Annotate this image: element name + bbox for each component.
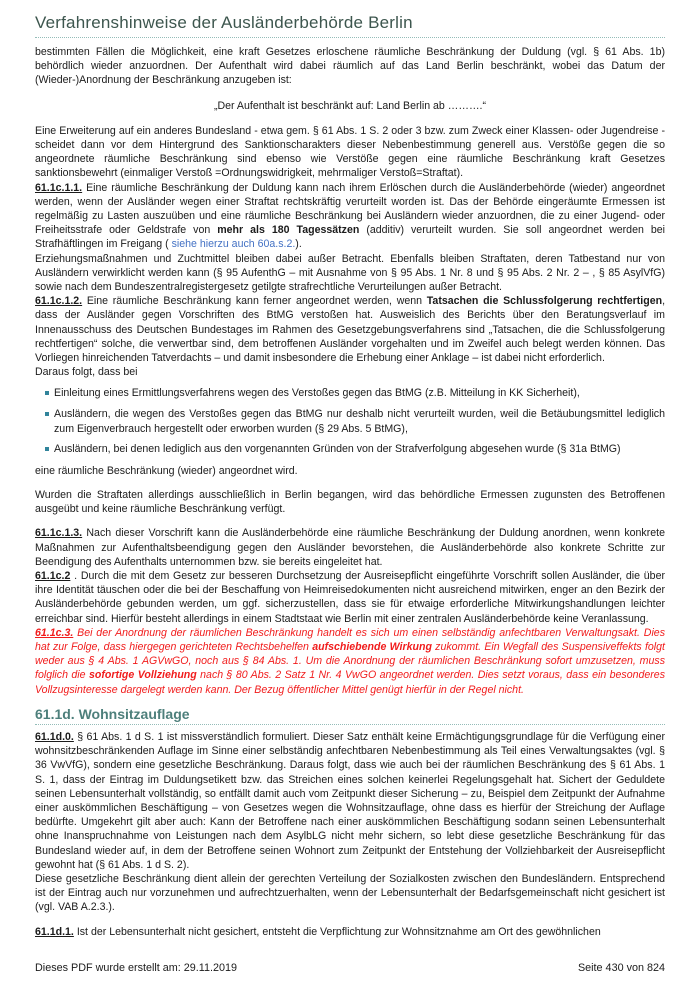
quote-line [35,99,665,113]
paragraph-erweiterung [35,124,665,181]
section-61-1c-1-1 [35,181,665,252]
body-text: (additiv) verurteilt wurden. Sie soll angeordnet werden bei Strafhäftlingen im Freigang ( [35,224,665,251]
section-61-1c-1-3 [35,526,665,569]
section-ref: 61.1d.0. [35,730,74,743]
list-item [45,442,665,457]
link-60a-s-2[interactable]: siehe hierzu auch 60a.s.2. [171,238,296,251]
list-item-text: Ausländern, die wegen des Verstoßes gegen das BtMG nur deshalb nicht verurteilt wurden, weil die Betäubungsmittel lediglich zum Eigenverbrauch hergestellt oder erworben wurden (§ 29 Abs. 5 BtMG), [54,408,665,435]
body-text: Bei der Anordnung der räumlichen Beschränkung handelt es sich um einen selbständig anfechtbaren Verwaltungsakt. Dies hat zur Folge, dass hiergegen gerichteten Rechtsbehelfen [35,626,665,654]
body-text: zukommt. Ein Wegfall des Suspensiveffekts folgt weder aus § 4 Abs. 1 AGVwGO, noch aus § 84 Abs. 1. Um die Anordnung der räumlichen Beschränkung sofort umzusetzen, muss folglich die [35,641,665,682]
section-ref: 61.1c.3. [35,626,74,639]
body-text: Diese gesetzliche Beschränkung dient allein der gerechten Verteilung der Sozialkosten zwischen den Bundesländern. Entsprechend ist der Eintrag auch nur vorzunehmen und aufrechtzuerhalten, wenn der Lebensunterhalt der Bedarfsgemeinschaft nicht gesichert ist (vgl. VAB A.2.3.). [35,872,665,914]
bold-text: mehr als 180 Tagessätzen [217,224,360,237]
list-item-text: Einleitung eines Ermittlungsverfahrens wegen des Verstoßes gegen das BtMG (z.B. Mitteilung in KK Sicherheit), [54,387,580,400]
paragraph-erziehungsmassnahmen [35,252,665,295]
section-ref: 61.1c.1.3. [35,527,83,540]
body-text: Ist der Lebensunterhalt nicht gesichert, entsteht die Verpflichtung zur Wohnsitznahme am Ort des gewöhnlichen [73,925,601,938]
list-item-text: Ausländern, bei denen lediglich aus den vorgenannten Gründen von der Strafverfolgung abgesehen wurde (§ 31a BtMG) [54,443,621,456]
body-text: nach § 80 Abs. 2 Satz 1 Nr. 4 VwGO angeordnet werden. Dies setzt voraus, dass ein besonderes Vollzugsinteresse dargelegt werden kann. Der Bezug öffentlicher Mittel genügt hierfür in der Regel nicht. [35,669,665,696]
body-text: § 61 Abs. 1 d S. 1 ist missverständlich formuliert. Dieser Satz enthält keine Ermächtigungsgrundlage für die Verfügung einer wohnsitzbeschränkenden Auflage im Sinne einer selbständig anfechtbaren Nebenbestimmung als Teil eines Verwaltungsaktes (vgl. § 36 VwVfG), sondern eine gesetzliche Beschränkung. Daraus folgt, dass wie auch bei der räumlichen Beschränkung des § 61 Abs. 1 S. 1, dass der Eintrag im Duldungsetikett bzw. das Streichen eines solchen keinerlei Regelungsgehalt hat. Sichert der Geduldete seinen Lebensunterhalt vollständig, so entfällt damit auch vom Zeitpunkt dieser Sicherung – zu, Beispiel dem Zeitpunkt der Aufnahme einer auskömmlichen Beschäftigung – von Gesetzes wegen die Wohnsitzauflage, ohne dass es hierfür der Streichung der Auflage bedürfte. Umgekehrt gilt aber auch: Kann der Betroffene nach einer auskömmlichen Beschäftigung sodann seinen Lebensunterhalt ohne Inanspruchnahme von Leistungen nach dem AsylbLG nicht mehr sichern, so lebt diese gesetzliche Beschränkung für das Bundesland wieder auf, in dem der Betroffene seinen Wohnort zum Zeitpunkt der Entstehung der Vollziehbarkeit der Ausreisepflicht gewohnt hat (§ 61 Abs. 1 d S. 2). [35,730,665,871]
body-text: ). [295,238,302,251]
quote-text: „Der Aufenthalt ist beschränkt auf: Land Berlin ab ……….“ [213,99,487,112]
section-61-1d-0 [35,730,665,872]
bold-text: Tatsachen die Schlussfolgerung rechtfertigen [426,295,663,308]
title-divider [35,36,665,38]
paragraph-berlin-straftaten [35,488,665,516]
paragraph-daraus-folgt [35,365,665,379]
section-ref: 61.1c.1.2. [35,295,83,308]
body-text: Nach dieser Vorschrift kann die Ausländerbehörde eine räumliche Beschränkung der Duldung anordnen, wenn konkrete Maßnahmen zur Aufenthaltsbeendigung gegen den Ausländer bevorstehen, die Ausländerbehörde also konkrete Schritte zur Beendigung des Aufenthalts unternommen bzw. sie bereits eingeleitet hat. [35,527,665,568]
body-text: . Durch die mit dem Gesetz zur besseren Durchsetzung der Ausreisepflicht eingeführte Vorschrift sollen Ausländer, die über ihre Identität täuschen oder die bei der Beschaffung von Heimreisedokumenten nicht ausreichend mitwirken, enger an den Bezirk der Ausländerbehörde gebunden werden, um ggf. sicherzustellen, dass sie für etwaige erforderliche Mitwirkungshandlungen leichter erreichbar sind. Hierfür besteht allerdings in einem Stadtstaat wie Berlin mit einer zentralen Ausländerbehörde keine Veranlassung. [35,570,665,625]
section-61-1c-3-red-note [35,626,665,697]
body-text: Wurden die Straftaten allerdings ausschließlich in Berlin begangen, wird das behördliche Ermessen zugunsten des Betroffenen ausgeübt und keine räumliche Beschränkung verfügt. [35,489,665,516]
paragraph-sozialkosten [35,872,665,915]
body-text: Daraus folgt, dass bei [35,366,138,379]
body-text: Eine Erweiterung auf ein anderes Bundesland - etwa gem. § 61 Abs. 1 S. 2 oder 3 bzw. zum Zweck einer Klassen- oder Jugendreise - scheidet dann vor dem Hintergrund des Sanktionscharakters dieser Nebenbestimmung generell aus. Verstöße gegen die so angeordnete räumliche Beschränkung sind ebenso wie Verstöße gegen eine räumliche Beschränkung kraft Gesetzes sanktionsbewehrt (einmaliger Verstoß =Ordnungswidrigkeit, mehrmaliger Verstoß=Straftat). [35,124,665,180]
body-text: Erziehungsmaßnahmen und Zuchtmittel bleiben dabei außer Betracht. Ebenfalls bleiben Straftaten, deren Tatbestand nur von Ausländern verwirklicht werden kann (§ 95 AufenthG – mit Ausnahme von § 95 Abs. 1 Nr. 8 und § 95 Abs. 2 Nr. 2 – , § 85 AsylVfG) sowie nach dem Bundeszentralregistergesetz getilgte strafrechtliche Verurteilungen außer Betracht. [35,252,665,294]
bullet-square-icon [45,412,49,416]
section-61-1c-1-2 [35,294,665,365]
paragraph-after-bullets [35,464,665,478]
body-text: eine räumliche Beschränkung (wieder) angeordnet wird. [35,464,298,477]
bullet-list [35,386,665,456]
section-61-1d-1 [35,925,665,939]
bullet-square-icon [45,447,49,451]
bold-text: aufschiebende Wirkung [312,641,432,654]
section-ref: 61.1c.1.1. [35,181,83,194]
body-text: , dass der Ausländer gegen Vorschriften des BtMG verstoßen hat. Ausweislich des Berichts über den Beratungsverlauf im Innenausschuss des Deutschen Bundestages im Rahmen des Gesetzgebungsverfahrens sind „Tatsachen, die die Schlussfolgerung rechtfertigen“ solche, die verwertbar sind, dem betroffenen Ausländer vorgehalten und im Zweifel auch belegt werden können. Das Vorliegen hinreichenden Tatverdachts – und damit insbesondere die Erhebung einer Anklage – ist dabei nicht erforderlich. [35,295,666,365]
footer-created-date: Dieses PDF wurde erstellt am: 29.11.2019 [35,962,238,974]
body-text: Eine räumliche Beschränkung kann ferner angeordnet werden, wenn [82,295,427,308]
body-text: bestimmten Fällen die Möglichkeit, eine kraft Gesetzes erloschene räumliche Beschränkung der Duldung (vgl. § 61 Abs. 1b) behördlich wieder anzuordnen. Der Aufenthalt wird dabei räumlich auf das Land Berlin beschränkt, wobei das Datum der (Wieder-)Anordnung der Beschränkung anzugeben ist: [35,46,665,87]
page-title: Verfahrenshinweise der Ausländerbehörde Berlin [35,13,413,32]
section-heading-wohnsitzauflage: 61.1d. Wohnsitzauflage [35,706,665,725]
section-ref: 61.1d.1. [35,925,74,938]
bullet-square-icon [45,391,49,395]
section-ref: 61.1c.2 [35,570,71,583]
paragraph-intro [35,45,665,88]
section-61-1c-2 [35,569,665,626]
body-text: Eine räumliche Beschränkung der Duldung kann nach ihrem Erlöschen durch die Ausländerbehörde (wieder) angeordnet werden, wenn der Ausländer wegen einer Straftat rechtskräftig verurteilt worden ist. Das der Behörde eingeräumte Ermessen ist regelmäßig zu Lasten auszuüben und eine räumliche Beschränkung bei Ausländern wieder anzuordnen, die zu einer Jugend- oder Freiheitsstrafe oder Geldstrafe von [35,181,665,237]
page-footer [35,962,665,974]
list-item [45,407,665,436]
list-item [45,386,665,401]
footer-page-number: Seite 430 von 824 [577,962,665,974]
bold-text: sofortige Vollziehung [88,669,197,682]
